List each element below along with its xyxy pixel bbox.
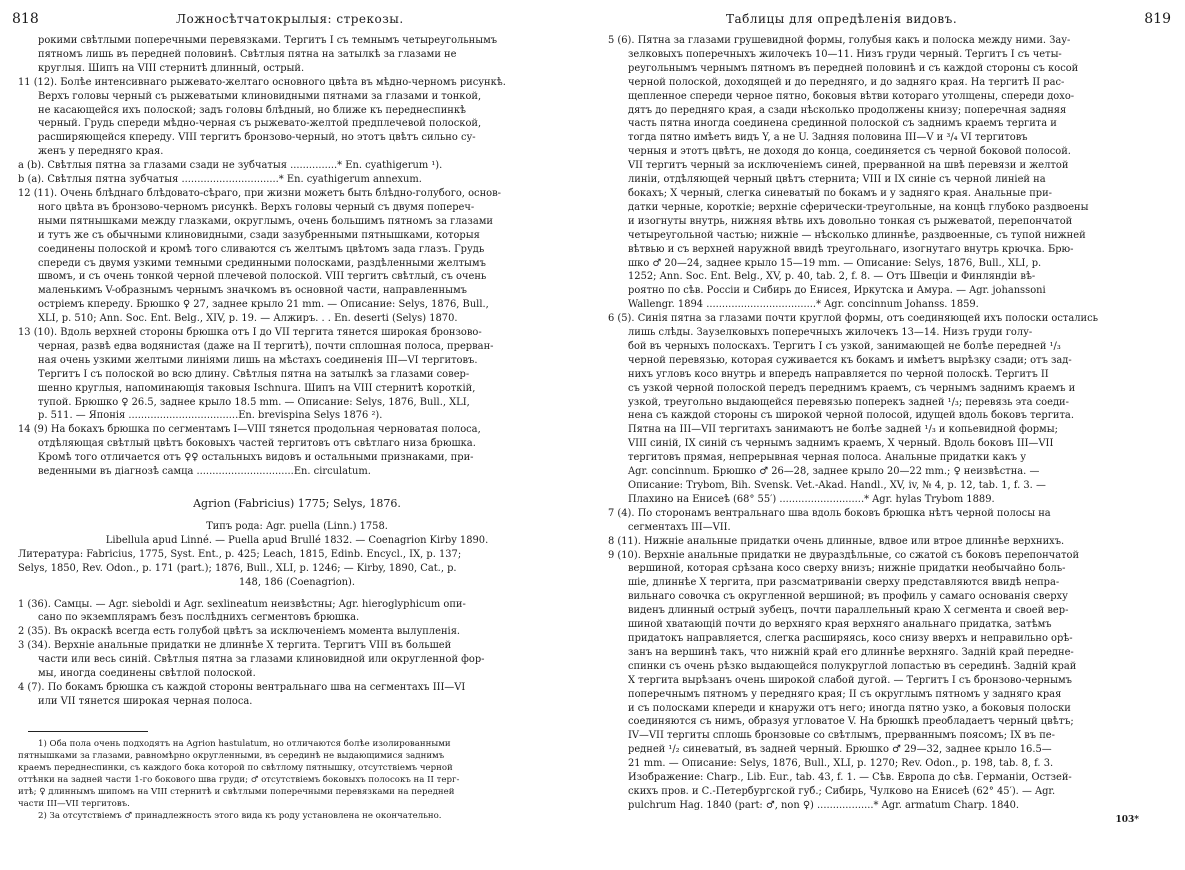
right-page-header xyxy=(598,0,1173,34)
text-line: придатокъ направляется, слегка расширяясь, косо снизу вверхъ и неправильно орѣ- xyxy=(628,632,1073,644)
text-line: съ узкой черной полоской передъ переднимъ краемъ, съ чернымъ заднимъ краемъ и xyxy=(628,382,1076,394)
text-line: веденными въ діагнозѣ самца ...............................En. circulatum. xyxy=(38,466,371,478)
text-line: 148, 186 (Coenagrion). xyxy=(238,576,356,588)
text-line: маленькимъ V-образнымъ чернымъ значкомъ въ основной части, направленнымъ xyxy=(38,285,467,297)
text-line: VII тергитъ черный за исключеніемъ синей, прерванной на швѣ перевязи и желтой xyxy=(628,160,1069,172)
text-line: Кромѣ того отличается отъ ♀♀ остальныхъ видовъ и остальными признаками, при- xyxy=(38,452,474,464)
text-line: виденъ длинный острый зубецъ, почти параллельный краю X сегмента и своей вер- xyxy=(628,605,1069,617)
text-line: нихъ угловъ косо внутрь и впередъ направляется по черной полоскѣ. Тергитъ II xyxy=(628,368,1049,380)
text-line: бой въ черныхъ полоскахъ. Тергитъ I съ узкой, занимающей не болѣе передней ¹/₃ xyxy=(628,340,1061,352)
text-line: черная, развѣ едва водянистая (даже на II тергитѣ), почти сплошная полоса, прерван- xyxy=(38,340,494,352)
genus-heading: Agrion (Fabricius) 1775; Selys, 1876. xyxy=(193,497,401,510)
text-line: 2 (35). Въ окраскѣ всегда есть голубой цвѣтъ за исключеніемъ момента вылупленія. xyxy=(18,626,461,638)
text-line: дятъ до передняго края, а сзади нѣсколько продолжены книзу; поперечная задняя xyxy=(628,104,1067,116)
text-line: черной полоской, доходящей и до передняго, и до задняго края. На тергитѣ II рас- xyxy=(628,76,1065,88)
text-line: и съ полосками кпереди и кнаружи отъ него; иногда пятно узко, а боковыя полоски xyxy=(628,702,1071,714)
text-line: и тутъ же съ обычными клиновидными, сзади зазубренными пятнышками, которыя xyxy=(38,229,480,241)
text-line: мы, иногда соединены свѣтлой полоской. xyxy=(38,668,256,680)
species-key-section xyxy=(18,34,576,479)
text-line: ного цвѣта въ бронзово-черномъ рисункѣ. Верхъ головы черный съ двумя попереч- xyxy=(38,201,475,213)
text-line: рокими свѣтлыми поперечными перевязками. Тергитъ I съ темнымъ четыреугольнымъ xyxy=(38,35,498,46)
text-line: шіе, длиннѣе X тергита, при разсматриваніи сверху представляются ввидѣ непра- xyxy=(628,577,1060,589)
text-line: поперечнымъ пятномъ у передняго края; II съ округлымъ пятномъ у задняго края xyxy=(628,688,1062,700)
text-line: роятно по сѣв. Россіи и Сибирь до Енисея, Иркутска и Амура. — Agr. johanssoni xyxy=(628,285,1046,297)
text-line: Изображение: Charp., Lib. Eur., tab. 43, f. 1. — Сѣв. Европа до сѣв. Германіи, Остзей- xyxy=(628,772,1072,784)
text-line: вильнаго совочка съ округленной вершиной; въ профиль у самаго основанія сверху xyxy=(628,591,1068,603)
footnote-line: 2) За отсутствіемъ ♂ принадлежность этого вида къ роду установлена не окончательно. xyxy=(38,810,442,821)
text-line: 8 (11). Нижніе анальные придатки очень длинные, вдвое или втрое длиннѣе верхнихъ. xyxy=(608,535,1065,547)
left-page-header xyxy=(8,0,580,34)
text-line: 1252; Ann. Soc. Ent. Belg., XV, p. 40, tab. 2, f. 8. — Отъ Швеціи и Финляндіи вѣ- xyxy=(628,271,1036,283)
footnote-line: краемъ переднеспинки, съ каждого бока которой по свѣтлому пятнышку, отсутствіемъ черной xyxy=(18,762,453,773)
footnote-rule xyxy=(28,731,148,732)
text-line: Тергитъ I съ полоской во всю длину. Свѣтлыя пятна на затылкѣ за глазами совер- xyxy=(38,368,470,380)
footnote-line: части III—VII тергитовъ. xyxy=(18,798,130,809)
text-line: Wallengr. 1894 ...................................* Agr. concinnum Johanss. 1859. xyxy=(628,299,979,311)
text-line: тупой. Брюшко ♀ 26.5, заднее крыло 18.5 mm. — Описание: Selys, 1876, Bull., XLI, xyxy=(38,396,470,408)
text-line: четыреугольной частью; нижніе — нѣсколько длиннѣе, раздвоенные, съ тупой нижней xyxy=(628,229,1086,241)
text-line: 21 mm. — Описание: Selys, 1876, Bull., XLI, p. 1270; Rev. Odon., p. 198, tab. 8, f. 3. xyxy=(628,758,1054,770)
left-page-body xyxy=(8,34,580,822)
text-line: Libellula apud Linné. — Puella apud Brullé 1832. — Coenagrion Kirby 1890. xyxy=(105,534,489,546)
text-line: 13 (10). Вдоль верхней стороны брюшка отъ I до VII тергита тянется широкая бронзово- xyxy=(18,327,482,339)
text-line: или VII тянется широкая черная полоса. xyxy=(38,695,253,707)
text-line: 14 (9) На бокахъ брюшка по сегментамъ I—VIII тянется продольная черноватая полоса, xyxy=(18,424,481,436)
text-line: черной перевязью, которая суживается къ бокамъ и имѣетъ вырѣзку сзади; отъ зад- xyxy=(628,354,1072,366)
text-line: реугольнымъ чернымъ пятномъ въ передней половинѣ и съ каждой стороны съ косой xyxy=(628,62,1079,74)
text-line: 6 (5). Синія пятна за глазами почти круглой формы, отъ соединяющей ихъ полоски остались xyxy=(608,313,1099,325)
footnote-line: пятнышками за глазами, равномѣрно округленными, въ серединѣ не выдающимися заднимъ xyxy=(18,750,445,761)
text-line: лишь слѣды. Заузелковыхъ поперечныхъ жилочекъ 13—14. Низъ груди голу- xyxy=(628,327,1033,339)
text-line: 3 (34). Верхніе анальные придатки не длиннѣе X тергита. Тергитъ VIII въ большей xyxy=(18,640,452,652)
footnotes xyxy=(18,738,576,822)
text-line: 4 (7). По бокамъ брюшка съ каждой стороны вентральнаго шва на сегментахъ III—VI xyxy=(18,681,466,693)
text-line: IV—VII тергиты сплошь бронзовые со свѣтлымъ, прерваннымъ поясомъ; IX въ пе- xyxy=(628,730,1055,742)
right-page-body xyxy=(598,34,1173,825)
text-line: 7 (4). По сторонамъ вентральнаго шва вдоль боковъ брюшка нѣтъ черной полосы на xyxy=(608,507,1051,519)
text-line: XLI, p. 510; Ann. Soc. Ent. Belg., XIV, p. 19. — Алжиръ. . . En. deserti (Selys) 1870. xyxy=(38,313,458,325)
right-page xyxy=(598,0,1173,870)
text-line: отдѣляющая свѣтлый цвѣтъ боковыхъ частей тергитовъ отъ свѣтлаго низа брюшка. xyxy=(38,438,476,450)
text-line: X тергита вырѣзанъ очень широкой слабой дугой. — Тергитъ I съ бронзово-чернымъ xyxy=(628,674,1072,686)
running-title: Таблицы для опредѣленія видовъ. xyxy=(726,12,958,26)
agrion-key-section xyxy=(18,598,576,709)
text-line: тергитовъ прямая, непрерывная черная полоса. Анальные придатки какъ у xyxy=(628,452,1026,464)
text-line: часть пятна иногда соединена срединной полоской съ заднимъ краемъ тергита и xyxy=(628,118,1057,130)
text-line: бокахъ; X черный, слегка синеватый по бокамъ и у задняго края. Анальные при- xyxy=(628,187,1053,199)
text-line: 9 (10). Верхніе анальные придатки не двураздѣльные, со сжатой съ боковъ перепончатой xyxy=(608,549,1080,561)
text-line: Плахино на Енисеѣ (68° 55′) ...........................* Agr. hylas Trybom 1889. xyxy=(628,493,995,505)
footnote-line: итѣ; ♀ длиннымъ шипомъ на VIII стернитѣ и свѣтлыми поперечными перевязками на передней xyxy=(18,786,455,797)
text-line: остріемъ кпереду. Брюшко ♀ 27, заднее крыло 21 mm. — Описание: Selys, 1876, Bull., xyxy=(38,299,489,311)
text-line: тогда пятно имѣетъ видъ Y, а не U. Задняя половина III—V и ³/₄ VI тергитовъ xyxy=(628,132,1028,144)
text-line: зелковыхъ поперечныхъ жилочекъ 10—11. Низъ груди черный. Тергитъ I съ четы- xyxy=(628,48,1062,60)
text-line: Описание: Trybom, Bih. Svensk. Vet.-Akad. Handl., XV, iv, № 4, p. 12, tab. 1, f. 3. — xyxy=(628,480,1046,491)
text-line: вѣтвью и съ верхней наружной ввидѣ треугольнаго, изогнутаго внутрь крючка. Брю- xyxy=(628,243,1074,255)
text-line: VIII синій, IX синій съ чернымъ заднимъ краемъ, X черный. Вдоль боковъ III—VII xyxy=(628,438,1054,450)
text-line: круглыя. Шипъ на VIII стернитѣ длинный, острый. xyxy=(38,62,305,74)
text-line: Верхъ головы черный съ рыжеватыми клиновидными пятнами за глазами и тонкой, xyxy=(38,90,482,102)
text-line: спинки съ очень рѣзко выдающейся полукруглой лопастью въ серединѣ. Задній край xyxy=(628,660,1077,672)
footnote-line: оттѣнки на задней части 1-го бокового шва груди; ♂ отсутствіемъ боковыхъ полосокъ на II терг- xyxy=(18,774,460,785)
text-line: датки черные, короткіе; верхніе сферически-треугольные, на концѣ глубоко раздвоены xyxy=(628,201,1089,213)
text-line: и изогнуты внутрь, нижняя вѣтвь ихъ довольно тонкая съ рыжеватой, перепончатой xyxy=(628,215,1073,227)
page-number: 818 xyxy=(12,11,39,27)
text-line: Agr. concinnum. Брюшко ♂ 26—28, заднее крыло 20—22 mm.; ♀ неизвѣстна. — xyxy=(628,466,1040,478)
text-line: шко ♂ 20—24, заднее крыло 15—19 mm. — Описание: Selys, 1876, Bull., XLI, p. xyxy=(628,257,1042,269)
text-line: швомъ, и съ очень тонкой черной плечевой полоской. VIII тергитъ свѣтлый, съ очень xyxy=(38,271,487,283)
text-line: пятномъ лишь въ передней половинѣ. Свѣтлыя пятна на затылкѣ за глазами не xyxy=(38,48,457,60)
text-line: черный. Грудь спереди мѣдно-черная съ рыжевато-желтой предплечевой полоской, xyxy=(38,118,482,130)
text-line: не касающейся ихъ полоской; задъ головы блѣдный, но ближе къ переднеспинкѣ xyxy=(38,104,467,116)
left-page xyxy=(8,0,580,870)
text-line: сано по экземплярамъ безъ послѣднихъ сегментовъ брюшка. xyxy=(38,612,360,624)
text-line: занъ на вершинѣ такъ, что нижній край его длиннѣе верхняго. Задній край передне- xyxy=(628,646,1074,658)
text-line: шиной хватающій почти до верхняго края верхняго анальнаго придатка, затѣмъ xyxy=(628,619,1052,631)
text-line: скихъ пров. и С.-Петербургской губ.; Сибирь, Чулково на Енисеѣ (62° 45′). — Agr. xyxy=(628,785,1056,797)
text-line: соединены полоской и кромѣ того сливаются съ желтымъ цвѣтомъ зада глазъ. Грудь xyxy=(38,243,485,255)
text-line: редней ¹/₂ синеватый, въ задней черный. Брюшко ♂ 29—32, заднее крыло 16.5— xyxy=(628,744,1052,756)
text-line: 11 (12). Болѣе интенсивнаго рыжевато-желтаго основного цвѣта въ мѣдно-черномъ рисункѣ. xyxy=(18,76,506,88)
running-title: Ложносѣтчатокрылыя: стрекозы. xyxy=(176,12,404,26)
text-line: a (b). Свѣтлыя пятна за глазами сзади не зубчатыя ...............* En. cyathigerum ¹). xyxy=(18,160,443,172)
text-line: черныя и этотъ цвѣтъ, не доходя до конца, соединяется съ черной боковой полосой. xyxy=(628,146,1071,158)
text-line: женъ у передняго края. xyxy=(38,146,164,158)
text-line: 12 (11). Очень блѣднаго блѣдовато-сѣраго, при жизни можетъ быть блѣдно-голубого, основ- xyxy=(18,187,501,199)
text-line: 5 (6). Пятна за глазами грушевидной формы, голубыя какъ и полоска между ними. Зау- xyxy=(608,35,1071,46)
text-line: b (a). Свѣтлыя пятна зубчатыя ...............................* En. cyathigerum annexum. xyxy=(18,174,422,186)
signature-mark: 103* xyxy=(1115,814,1139,825)
text-line: части или весь синій. Свѣтлыя пятна за глазами клиновидной или округленной фор- xyxy=(38,654,485,666)
text-line: сегментахъ III—VII. xyxy=(628,521,731,533)
text-line: соединяются съ нимъ, образуя угловатое V. На брюшкѣ преобладаетъ черный цвѣтъ; xyxy=(628,716,1074,728)
footnote-line: 1) Оба пола очень подходятъ на Agrion hastulatum, но отличаются болѣе изолированными xyxy=(38,738,451,749)
text-line: ными пятнышками между глазками, округлымъ, очень большимъ пятномъ за глазами xyxy=(38,215,493,227)
text-line: p. 511. — Японія ...................................En. brevispina Selys 1876 ²). xyxy=(38,410,383,422)
text-line: Типъ рода: Agr. puella (Linn.) 1758. xyxy=(206,521,388,532)
text-line: узкой, треугольно выдающейся перевязью поперекъ задней ¹/₃; перевязь эта соеди- xyxy=(628,396,1069,408)
text-line: 1 (36). Самцы. — Agr. sieboldi и Agr. sexlineatum неизвѣстны; Agr. hieroglyphicum опи- xyxy=(18,598,466,610)
text-line: шенно круглыя, напоминающія таковыя Ischnura. Шипъ на VIII стернитѣ короткій, xyxy=(38,382,476,394)
text-line: Пятна на III—VII тергитахъ занимаютъ не болѣе задней ¹/₃ и копьевидной формы; xyxy=(628,424,1058,436)
text-line: спереди съ двумя узкими темными срединными полосками, раздѣленными желтымъ xyxy=(38,257,486,269)
text-line: вершиной, которая срѣзана косо сверху внизъ; нижніе придатки необычайно боль- xyxy=(628,563,1066,575)
text-line: ная очень узкими желтыми линіями лишь на мѣстахъ соединенія III—VI тергитовъ. xyxy=(38,354,478,366)
text-line: Литература: Fabricius, 1775, Syst. Ent., p. 425; Leach, 1815, Edinb. Encycl., IX, p. 137; xyxy=(18,548,462,560)
page-number: 819 xyxy=(1144,11,1171,27)
genus-synopsis xyxy=(18,520,576,590)
text-line: pulchrum Hag. 1840 (part: ♂, non ♀) ..................* Agr. armatum Charp. 1840. xyxy=(628,799,1020,811)
text-line: щепленное спереди черное пятно, боковыя вѣтви котораго утолщены, спереди дохо- xyxy=(628,90,1075,102)
text-line: расширяющейся кпереду. VIII тергитъ бронзово-черный, но этотъ цвѣтъ сильно су- xyxy=(38,132,476,144)
text-line: линіи, отдѣляющей черный цвѣтъ стернита; VIII и IX синіе съ черной линіей на xyxy=(628,174,1046,186)
text-line: нена съ каждой стороны съ широкой черной полосой, идущей вдоль боковъ тергита. xyxy=(628,410,1074,422)
text-line: Selys, 1850, Rev. Odon., p. 171 (part.); 1876, Bull., XLI, p. 1246; — Kirby, 1890, Cat., p. xyxy=(18,562,457,574)
species-key-section xyxy=(608,34,1169,813)
